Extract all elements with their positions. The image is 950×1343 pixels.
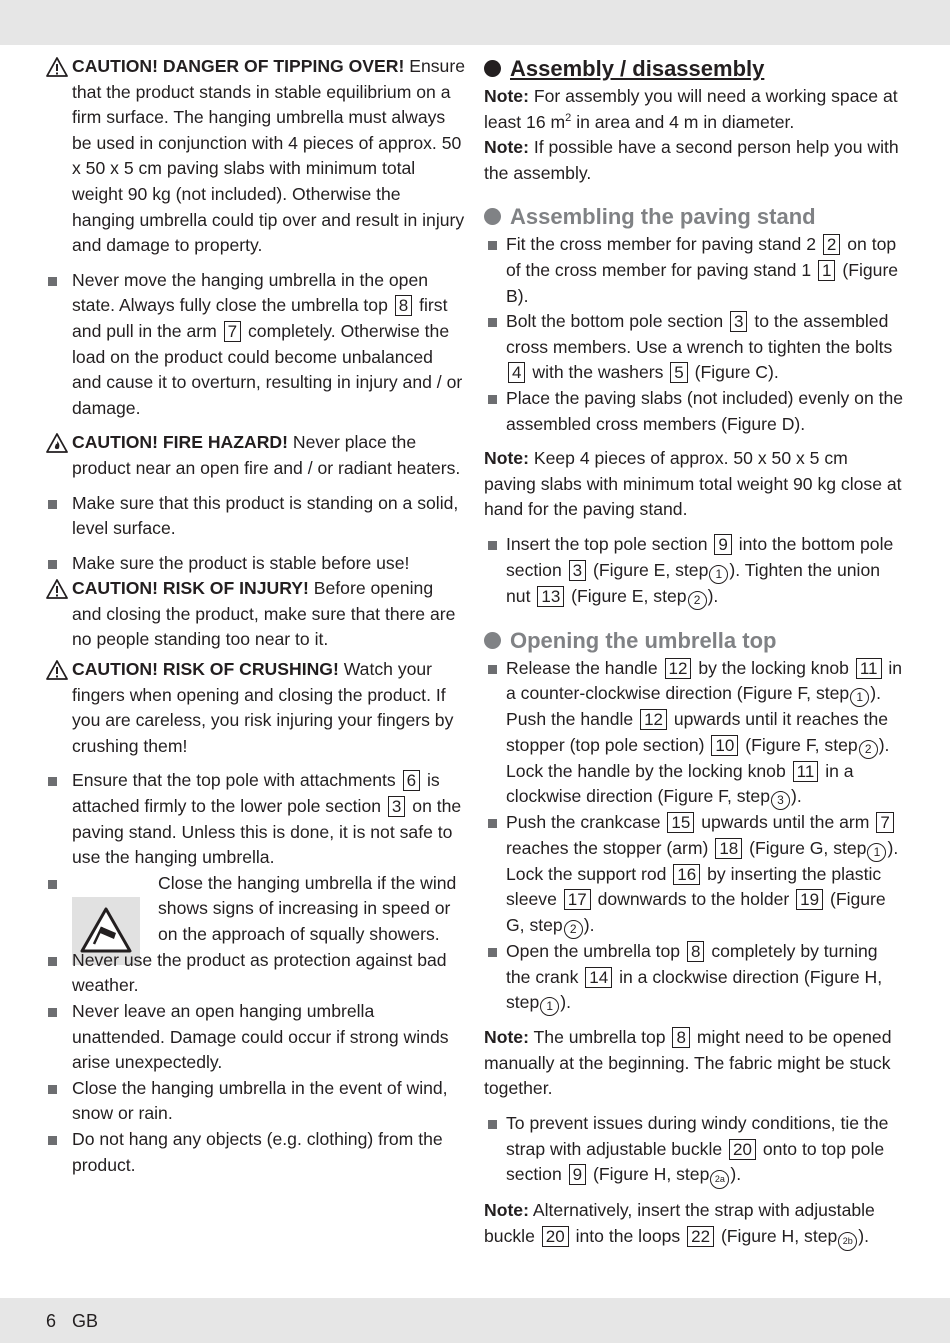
list-item: Make sure the product is stable before use! — [46, 551, 466, 577]
part-number: 22 — [687, 1226, 714, 1247]
part-number: 17 — [564, 889, 591, 910]
list-item: Fit the cross member for paving stand 2 2 on top of the cross member for paving stand 1 1 (Figure B). — [484, 232, 904, 309]
step-number: 2 — [859, 740, 878, 759]
footer — [46, 1309, 114, 1335]
list-item: Open the umbrella top 8 completely by turning the crank 14 in a clockwise direction (Figure H, step 1 ). — [484, 939, 904, 1016]
part-number: 20 — [729, 1139, 756, 1160]
part-number: 19 — [796, 889, 823, 910]
language-code: GB — [72, 1311, 99, 1331]
list-item: Release the handle 12 by the locking knob 11 in a counter-clockwise direction (Figure F, step 1 ). Push the handle 12 upwards until it reaches the stopper (top pole section) 10 (Figure F, step 2 ). Lock the handle by the locking knob 11 in a clockwise direction (Figure F, step 3 ). — [484, 656, 904, 811]
warning-injury — [46, 576, 466, 653]
list-item: Close the hanging umbrella in the event of wind, snow or rain. — [46, 1076, 466, 1127]
part-number: 11 — [793, 761, 819, 782]
list-item: Never leave an open hanging umbrella unattended. Damage could occur if strong winds arise unexpectedly. — [46, 999, 466, 1076]
list-item: Place the paving slabs (not included) evenly on the assembled cross members (Figure D). — [484, 386, 904, 437]
header-bar — [0, 0, 950, 45]
step-number: 2 — [564, 920, 583, 939]
list-item: Never use the product as protection against bad weather. — [46, 948, 466, 999]
part-number: 5 — [670, 362, 687, 383]
part-number: 7 — [876, 812, 893, 833]
part-number: 8 — [672, 1027, 689, 1048]
part-number: 20 — [542, 1226, 569, 1247]
part-number: 9 — [714, 534, 731, 555]
part-number: 16 — [673, 864, 700, 885]
part-number: 8 — [395, 295, 412, 316]
right-column — [484, 54, 904, 1251]
part-number: 10 — [711, 735, 738, 756]
subsection-heading: Opening the umbrella top — [484, 626, 904, 656]
part-number: 1 — [818, 260, 835, 281]
warning-title: CAUTION! RISK OF CRUSHING! — [72, 659, 339, 680]
step-number: 3 — [771, 791, 790, 810]
list-item: Make sure that this product is standing on a solid, level surface. — [46, 491, 466, 542]
note: Note: For assembly you will need a working space at least 16 $m^2$ in area and 4 m in diameter. — [484, 86, 898, 132]
part-number: 6 — [403, 770, 420, 791]
step-number: 1 — [850, 688, 869, 707]
list-item: To prevent issues during windy conditions, tie the strap with adjustable buckle 20 onto to top pole section 9 (Figure H, step 2a ). — [484, 1111, 904, 1189]
step-number: 2 — [688, 591, 707, 610]
note: Note: Alternatively, insert the strap with adjustable buckle 20 into the loops 22 (Figure H, step 2b ). — [484, 1198, 904, 1251]
part-number: 15 — [667, 812, 694, 833]
part-number: 3 — [388, 796, 405, 817]
step-number: 2a — [710, 1170, 729, 1189]
note: Note: Keep 4 pieces of approx. 50 x 50 x 5 cm paving slabs with minimum total weight 90 kg close at hand for the paving stand. — [484, 448, 902, 520]
step-number: 1 — [867, 843, 886, 862]
part-number: 12 — [640, 709, 667, 730]
part-number: 12 — [665, 658, 692, 679]
step-number: 1 — [540, 997, 559, 1016]
part-number: 13 — [537, 586, 564, 607]
left-column — [46, 54, 466, 1178]
note: Note: If possible have a second person help you with the assembly. — [484, 137, 899, 183]
step-number: 2b — [838, 1232, 857, 1251]
note: Note: The umbrella top 8 might need to be opened manually at the beginning. The fabric might be stuck together. — [484, 1027, 892, 1099]
section-heading: Assembly / disassembly — [484, 54, 904, 84]
warning-title: CAUTION! DANGER OF TIPPING OVER! — [72, 56, 405, 76]
part-number: 2 — [823, 234, 840, 255]
step-number: 1 — [709, 565, 728, 584]
page-number: 6 — [46, 1311, 57, 1331]
warning-crushing — [46, 657, 466, 759]
warning-text: Ensure that the product stands in stable equilibrium on a firm surface. The hanging umbrella must always be used in conjunction with 4 pieces of approx. 50 x 50 x 5 cm paving slabs with minimum total weight 90 kg (not included). Otherwise the hanging umbrella could tip over and result in injury and damage to property. — [72, 56, 465, 256]
subsection-heading: Assembling the paving stand — [484, 202, 904, 232]
footer-bar — [0, 1298, 950, 1343]
part-number: 11 — [856, 658, 882, 679]
part-number: 9 — [569, 1164, 586, 1185]
part-number: 3 — [569, 560, 586, 581]
list-item: Never move the hanging umbrella in the open state. Always fully close the umbrella top 8 first and pull in the arm 7 completely. Otherwise the load on the product could become unbalanced and cause it to overturn, resulting in injury and / or damage. — [46, 268, 466, 422]
list-item: Do not hang any objects (e.g. clothing) from the product. — [46, 1127, 466, 1178]
warning-title: CAUTION! RISK OF INJURY! — [72, 578, 309, 599]
warning-triangle-icon — [46, 579, 68, 599]
warning-tipping — [46, 54, 466, 259]
list-item-wind: Close the hanging umbrella if the wind shows signs of increasing in speed or on the approach of squally showers. — [46, 871, 466, 948]
part-number: 14 — [585, 967, 612, 988]
list-item: Insert the top pole section 9 into the bottom pole section 3 (Figure E, step 1 ). Tighten the union nut 13 (Figure E, step 2 ). — [484, 532, 904, 610]
warning-triangle-icon — [46, 57, 68, 77]
warning-triangle-icon — [46, 660, 68, 680]
part-number: 18 — [715, 838, 742, 859]
warning-text: Never place the product near an open fire and / or radiant heaters. — [72, 432, 461, 478]
fire-hazard-icon — [46, 433, 68, 453]
list-item: Ensure that the top pole with attachments 6 is attached firmly to the lower pole section 3 on the paving stand. Unless this is done, it is not safe to use the hanging umbrella. — [46, 768, 466, 870]
part-number: 3 — [730, 311, 747, 332]
warning-text: Watch your fingers when opening and closing the product. If you are careless, you risk injuring your fingers by crushing them! — [72, 659, 454, 756]
part-number: 4 — [508, 362, 525, 383]
part-number: 7 — [224, 321, 241, 342]
list-item: Push the crankcase 15 upwards until the arm 7 reaches the stopper (arm) 18 (Figure G, step 1 ). Lock the support rod 16 by inserting the plastic sleeve 17 downwards to the holder 19 (Figure G, step 2 ). — [484, 810, 904, 939]
warning-text: Before opening and closing the product, make sure that there are no people standing too near to it. — [72, 578, 456, 650]
part-number: 8 — [687, 941, 704, 962]
list-item: Bolt the bottom pole section 3 to the assembled cross members. Use a wrench to tighten the bolts 4 with the washers 5 (Figure C). — [484, 309, 904, 386]
warning-title: CAUTION! FIRE HAZARD! — [72, 432, 288, 453]
warning-fire — [46, 430, 466, 481]
